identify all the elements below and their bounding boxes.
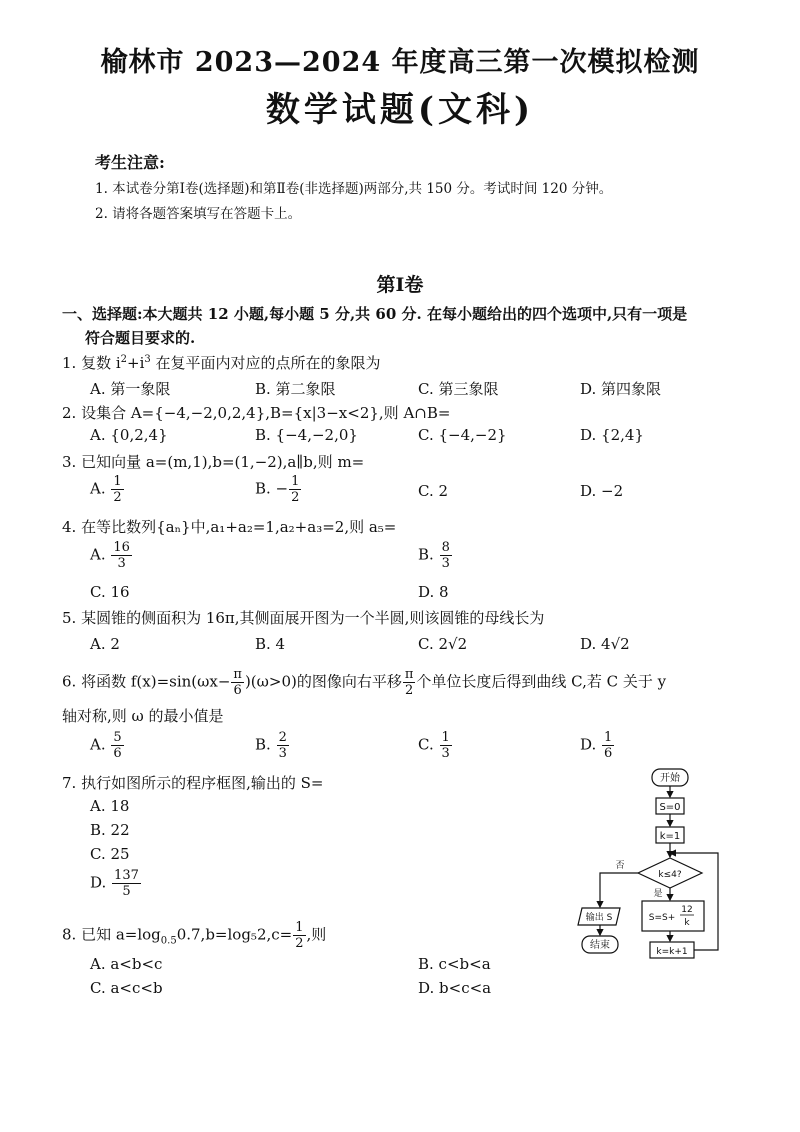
flow-update-s-num: 12 <box>681 905 693 915</box>
q3-b-label: B. − <box>255 479 289 498</box>
question-5-stem: 5. 某圆锥的侧面积为 16π,其侧面展开图为一个半圆,则该圆锥的母线长为 <box>62 609 545 627</box>
q1-sup1: 2 <box>120 354 128 365</box>
q5-option-b[interactable]: B. 4 <box>255 635 286 653</box>
exam-title: 榆林市 2023—2024 年度高三第一次模拟检测 <box>100 47 700 78</box>
q3-a-fraction <box>111 474 123 505</box>
q4-option-d[interactable]: D. 8 <box>418 583 449 601</box>
q3-a-num: 1 <box>113 474 122 489</box>
flow-end-label: 结束 <box>590 940 610 951</box>
q6-d-den: 6 <box>604 746 613 761</box>
q1-sup2: 3 <box>144 354 151 365</box>
q6-c-den: 3 <box>441 746 450 761</box>
q8-option-a[interactable]: A. a<b<c <box>90 955 163 973</box>
q7-option-c[interactable]: C. 25 <box>90 845 130 863</box>
q6-b-label: B. <box>255 735 271 754</box>
part-instruction-line2: 符合题目要求的. <box>85 329 196 347</box>
q1-stem-c: 在复平面内对应的点所在的象限为 <box>150 354 381 372</box>
q4-b-label: B. <box>418 545 434 564</box>
flow-condition-label: k≤4? <box>658 870 682 880</box>
question-4-stem: 4. 在等比数列{aₙ}中,a₁+a₂=1,a₂+a₃=2,则 a₅= <box>62 518 397 536</box>
question-3-stem: 3. 已知向量 a=(m,1),b=(1,−2),a∥b,则 m= <box>62 453 365 471</box>
flow-init-k-label: k=1 <box>659 831 681 842</box>
notice-heading: 考生注意: <box>95 153 165 172</box>
q4-a-fraction <box>111 540 132 571</box>
q6-option-b[interactable] <box>255 730 290 761</box>
q8-log-base: 0.5 <box>160 935 177 947</box>
q1-stem-b: +i <box>127 354 145 372</box>
q6-pi-fraction-1 <box>231 667 244 698</box>
q4-a-den: 3 <box>117 556 126 571</box>
q6-a-label: A. <box>90 735 106 754</box>
flow-output-label: 输出 S <box>585 913 613 923</box>
q8-option-b[interactable]: B. c<b<a <box>418 955 491 973</box>
question-8-stem <box>62 920 326 951</box>
q5-option-c[interactable]: C. 2√2 <box>418 635 468 653</box>
q6-pi1-den: 6 <box>233 683 242 698</box>
q8-c-num: 1 <box>295 920 304 935</box>
q7-option-d[interactable] <box>90 868 142 899</box>
q4-option-b[interactable] <box>418 540 453 571</box>
q8-stem-a: 8. 已知 a=log <box>62 925 161 944</box>
q6-b-fraction <box>277 730 289 761</box>
q7-option-b[interactable]: B. 22 <box>90 821 130 839</box>
q6-stem-c: 个单位长度后得到曲线 C,若 C 关于 y <box>416 672 667 691</box>
q4-a-label: A. <box>90 545 106 564</box>
q6-c-fraction <box>440 730 452 761</box>
question-7-stem: 7. 执行如图所示的程序框图,输出的 S= <box>62 774 324 792</box>
q3-b-den: 2 <box>291 490 300 505</box>
part-instruction-line1: 一、选择题:本大题共 12 小题,每小题 5 分,共 60 分. 在每小题给出的四个选项中,只有一项是 <box>62 305 688 323</box>
q6-pi-fraction-2 <box>403 667 416 698</box>
q5-option-a[interactable]: A. 2 <box>90 635 120 653</box>
q7-d-label: D. <box>90 873 107 892</box>
q6-b-den: 3 <box>278 746 287 761</box>
question-6-stem-line2: 轴对称,则 ω 的最小值是 <box>62 707 224 725</box>
q2-option-c[interactable]: C. {−4,−2} <box>418 426 507 444</box>
question-1-stem <box>62 352 381 373</box>
q6-d-num: 1 <box>604 730 613 745</box>
program-flowchart <box>570 765 730 970</box>
q6-c-label: C. <box>418 735 434 754</box>
q7-d-num: 137 <box>114 868 139 883</box>
flow-update-k-label: k=k+1 <box>656 947 688 957</box>
q2-option-b[interactable]: B. {−4,−2,0} <box>255 426 358 444</box>
q6-pi2-num: π <box>404 667 414 682</box>
q6-option-d[interactable] <box>580 730 615 761</box>
q8-stem-c: ,则 <box>306 925 327 944</box>
q1-option-a[interactable]: A. 第一象限 <box>90 380 171 398</box>
q1-option-d[interactable]: D. 第四象限 <box>580 380 662 398</box>
q1-stem-a: 1. 复数 i <box>62 354 121 372</box>
flow-update-s-label: S=S+ <box>648 913 676 923</box>
q6-stem-a: 6. 将函数 f(x)=sin(ωx− <box>62 672 231 691</box>
section-title: 第Ⅰ卷 <box>376 274 424 296</box>
q6-option-a[interactable] <box>90 730 125 761</box>
q4-b-num: 8 <box>441 540 450 555</box>
q6-option-c[interactable] <box>418 730 453 761</box>
q3-option-d[interactable]: D. −2 <box>580 482 624 500</box>
q6-pi1-num: π <box>233 667 242 682</box>
question-2-stem: 2. 设集合 A={−4,−2,0,2,4},B={x|3−x<2},则 A∩B= <box>62 404 451 422</box>
q6-c-num: 1 <box>441 730 450 745</box>
q8-option-c[interactable]: C. a<c<b <box>90 979 163 997</box>
flow-start-label: 开始 <box>660 773 680 784</box>
q7-option-a[interactable]: A. 18 <box>90 797 130 815</box>
flow-no-label: 否 <box>615 861 625 871</box>
q4-a-num: 16 <box>113 540 130 555</box>
q2-option-d[interactable]: D. {2,4} <box>580 426 644 444</box>
q6-a-num: 5 <box>113 730 122 745</box>
q3-option-c[interactable]: C. 2 <box>418 482 449 500</box>
q7-d-den: 5 <box>122 884 131 899</box>
q2-option-a[interactable]: A. {0,2,4} <box>90 426 168 444</box>
q3-option-b[interactable] <box>255 474 302 505</box>
flow-init-s-label: S=0 <box>659 802 681 813</box>
q3-a-den: 2 <box>113 490 122 505</box>
q4-b-fraction <box>440 540 452 571</box>
q8-c-den: 2 <box>295 936 304 951</box>
q4-option-a[interactable] <box>90 540 133 571</box>
q5-option-d[interactable]: D. 4√2 <box>580 635 630 653</box>
flow-yes-label: 是 <box>653 889 663 899</box>
q4-option-c[interactable]: C. 16 <box>90 583 130 601</box>
flow-update-s-den: k <box>684 918 690 928</box>
q8-c-fraction <box>293 920 305 951</box>
q1-option-b[interactable]: B. 第二象限 <box>255 380 336 398</box>
exam-subtitle: 数学试题(文科) <box>265 90 535 130</box>
q1-option-c[interactable]: C. 第三象限 <box>418 380 499 398</box>
q4-b-den: 3 <box>441 556 450 571</box>
q6-a-den: 6 <box>113 746 122 761</box>
q6-stem-b: )(ω>0)的图像向右平移 <box>244 672 402 691</box>
notice-item: 1. 本试卷分第Ⅰ卷(选择题)和第Ⅱ卷(非选择题)两部分,共 150 分。考试时间 120 分钟。 <box>95 181 613 197</box>
q8-option-d[interactable]: D. b<c<a <box>418 979 492 997</box>
q6-b-num: 2 <box>278 730 287 745</box>
notice-item: 2. 请将各题答案填写在答题卡上。 <box>95 206 302 222</box>
question-6-stem <box>62 667 666 698</box>
q6-pi2-den: 2 <box>404 683 414 698</box>
q3-b-num: 1 <box>291 474 300 489</box>
q6-d-label: D. <box>580 735 597 754</box>
q7-d-fraction <box>112 868 141 899</box>
q3-b-fraction <box>289 474 301 505</box>
q6-a-fraction <box>111 730 123 761</box>
q6-d-fraction <box>602 730 614 761</box>
q3-option-a[interactable] <box>90 474 125 505</box>
q3-a-label: A. <box>90 479 106 498</box>
q8-stem-b: 0.7,b=log₅2,c= <box>176 925 293 944</box>
